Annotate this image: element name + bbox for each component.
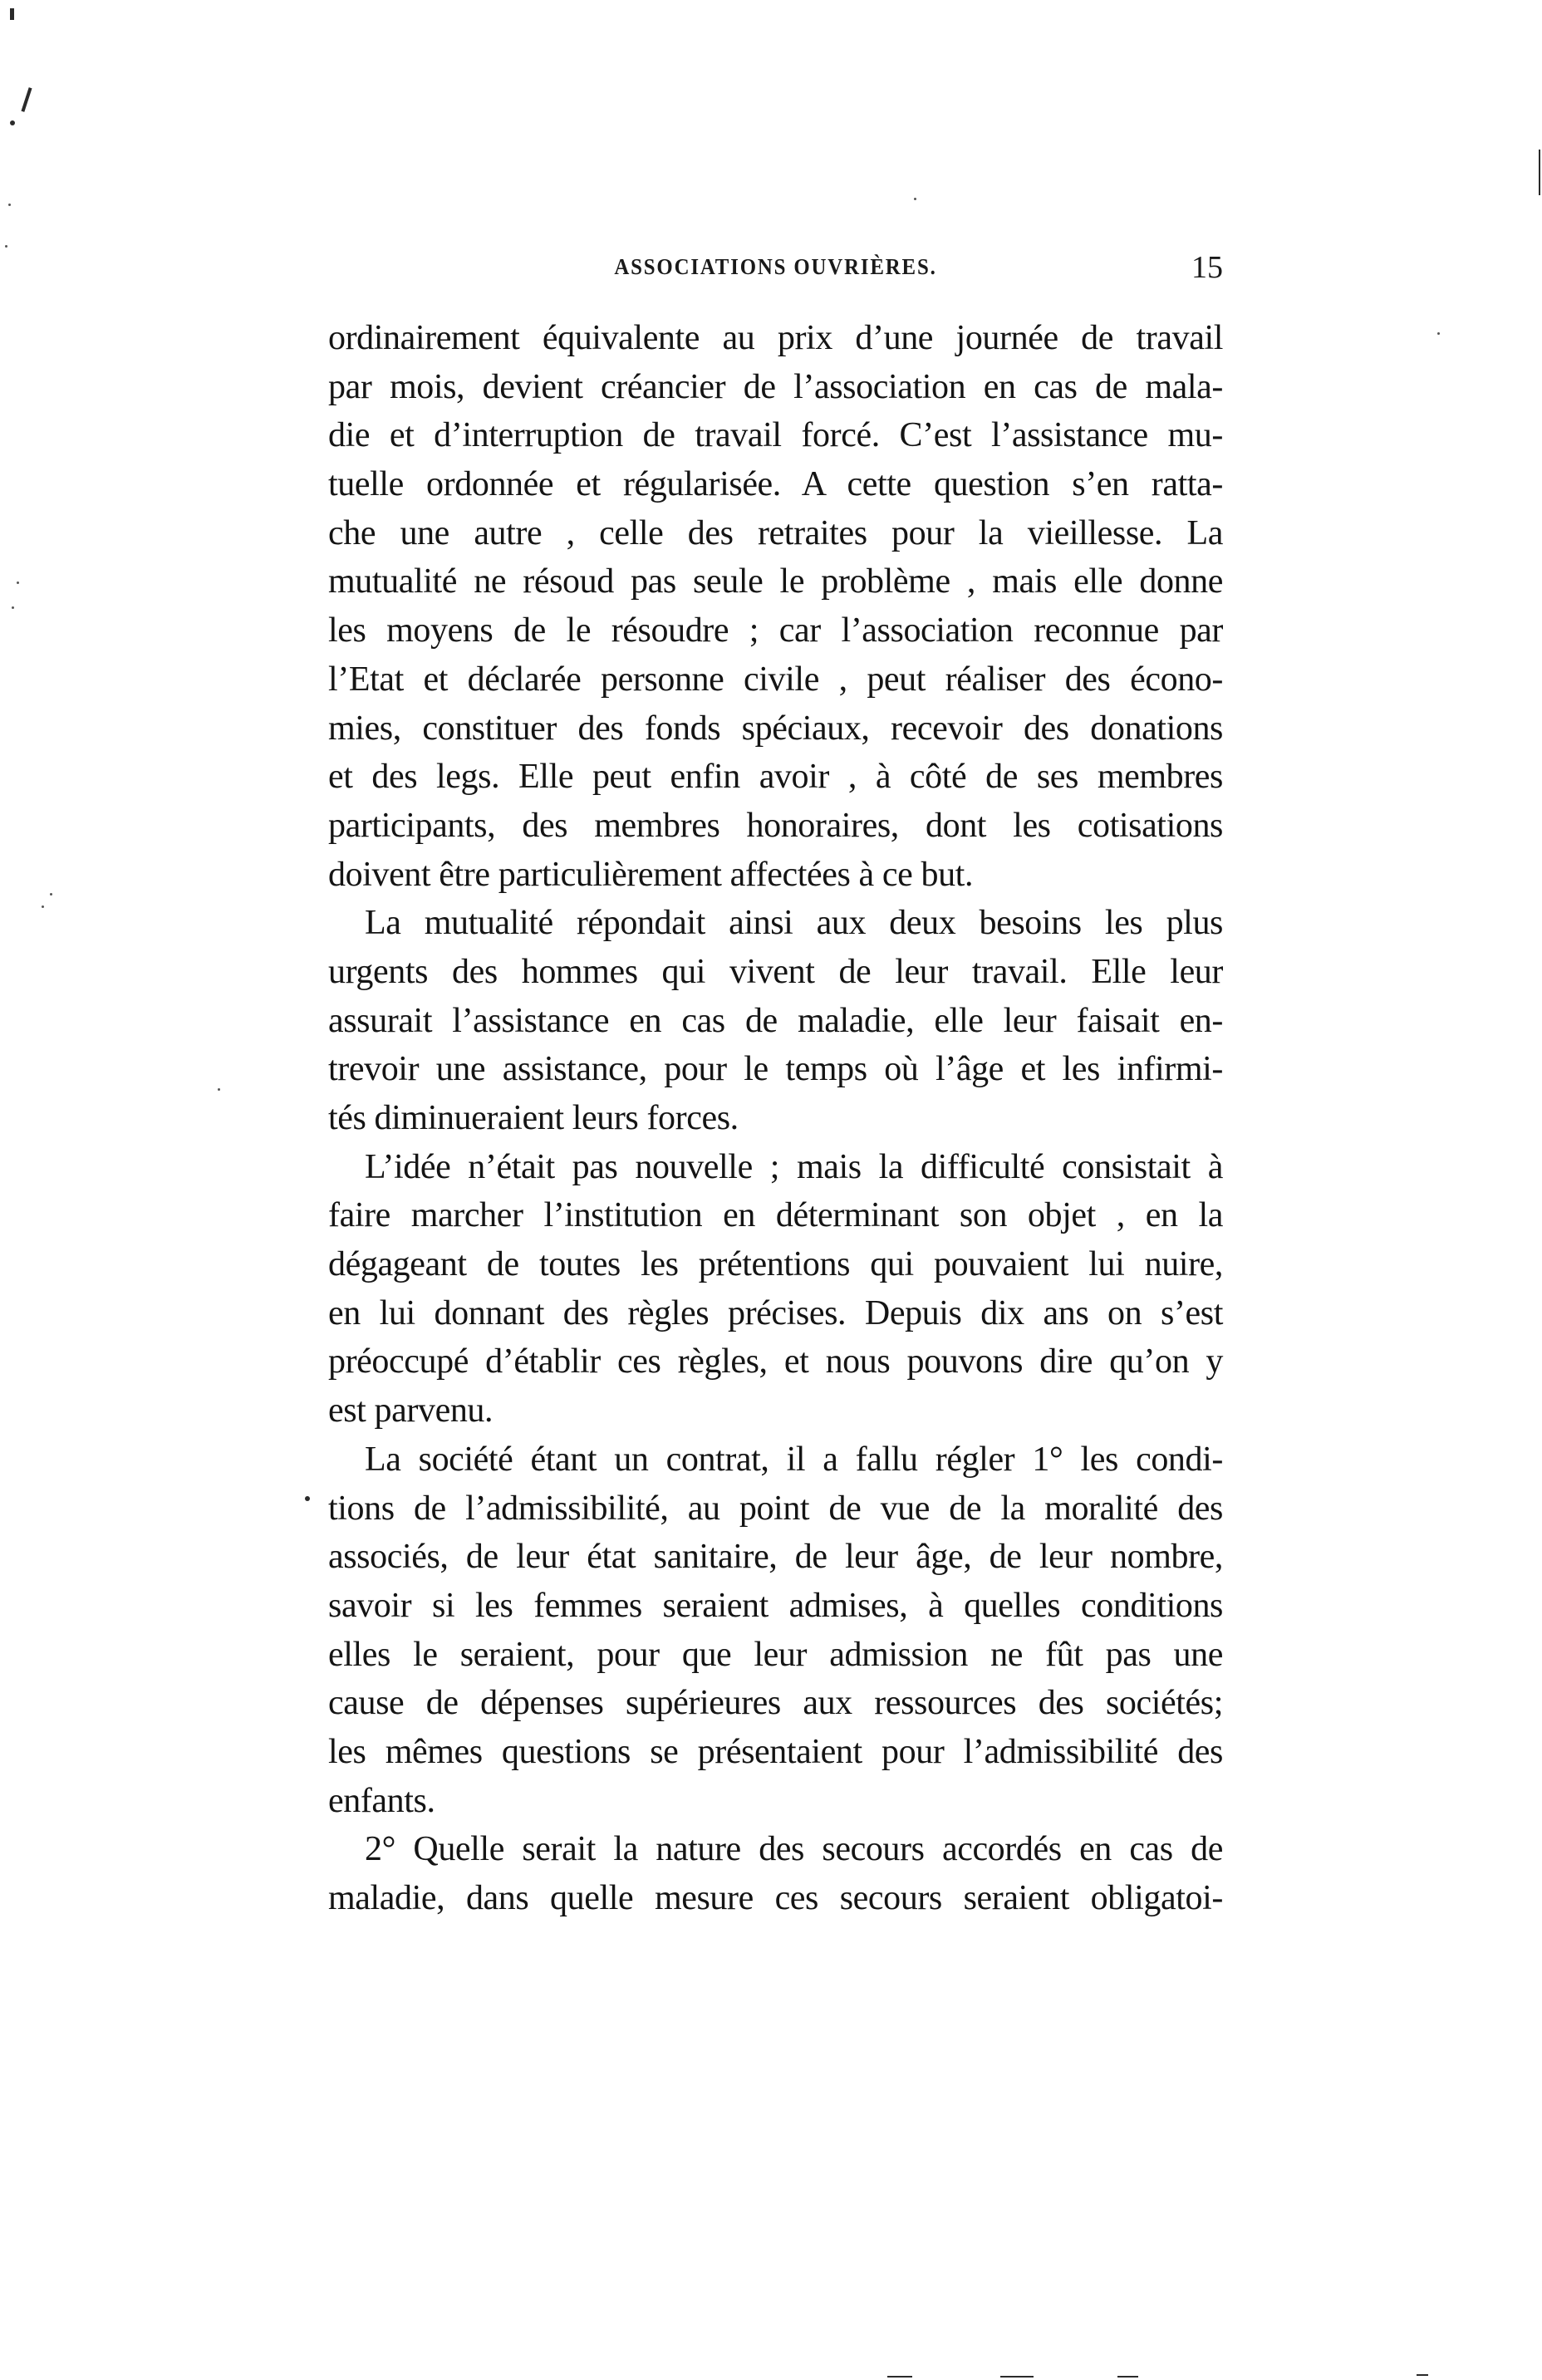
text-line: les moyens de le résoudre ; car l’association reconnue par — [328, 611, 1223, 650]
text-line: doivent être particulièrement affectées à ce but. — [328, 855, 974, 894]
running-head — [328, 250, 1223, 291]
text-line: La mutualité répondait ainsi aux deux besoins les plus — [365, 904, 1223, 943]
text-line: préoccupé d’établir ces règles, et nous pouvons dire qu’on y — [328, 1342, 1223, 1381]
paragraph — [328, 1143, 1223, 1435]
text-line: assurait l’assistance en cas de maladie, elle leur faisait en- — [328, 1001, 1223, 1040]
text-line: en lui donnant des règles précises. Depuis dix ans on s’est — [328, 1293, 1223, 1332]
text-line: cause de dépenses supérieures aux ressources des sociétés; — [328, 1684, 1223, 1723]
scan-artifact-bottom-line — [887, 2376, 912, 2378]
running-title: ASSOCIATIONS OUVRIÈRES. — [614, 254, 937, 279]
page-number: 15 — [1191, 250, 1223, 285]
scan-artifact-edge-line — [1539, 150, 1540, 195]
text-line: L’idée n’était pas nouvelle ; mais la difficulté consistait à — [365, 1147, 1223, 1186]
scan-speck — [914, 198, 916, 200]
text-line: trevoir une assistance, pour le temps où l’âge et les infirmi- — [328, 1050, 1223, 1089]
text-line: dégageant de toutes les prétentions qui pouvaient lui nuire, — [328, 1245, 1223, 1284]
scan-artifact-bottom-line — [1000, 2376, 1034, 2378]
text-line: mies, constituer des fonds spéciaux, recevoir des donations — [328, 709, 1223, 748]
text-line: tions de l’admissibilité, au point de vue de la moralité des — [328, 1489, 1223, 1528]
text-line: mutualité ne résoud pas seule le problème , mais elle donne — [328, 562, 1223, 601]
paragraph — [328, 899, 1223, 1142]
text-line: les mêmes questions se présentaient pour l’admissibilité des — [328, 1732, 1223, 1771]
text-line: tés diminueraient leurs forces. — [328, 1099, 739, 1137]
text-line: est parvenu. — [328, 1391, 494, 1430]
text-line: et des legs. Elle peut enfin avoir , à côté de ses membres — [328, 758, 1223, 797]
text-line: 2° Quelle serait la nature des secours accordés en cas de — [365, 1830, 1223, 1869]
scan-speck — [50, 893, 52, 896]
text-line: tuelle ordonnée et régularisée. A cette question s’en ratta- — [328, 465, 1223, 504]
text-line: die et d’interruption de travail forcé. C’est l’assistance mu- — [328, 416, 1223, 455]
body-text — [328, 314, 1223, 1923]
text-line: maladie, dans quelle mesure ces secours seraient obligatoi- — [328, 1879, 1223, 1917]
scan-speck — [8, 204, 11, 206]
scan-artifact-mark — [21, 87, 32, 112]
scan-speck — [5, 245, 7, 248]
scan-artifact-mark — [10, 8, 14, 20]
text-line: l’Etat et déclarée personne civile , peut réaliser des écono- — [328, 660, 1223, 699]
scan-artifact-dot — [305, 1496, 310, 1501]
scan-artifact-bottom-line — [1122, 2376, 1138, 2378]
scan-speck — [12, 606, 14, 609]
scan-artifact-mark — [10, 120, 15, 125]
text-line: ordinairement équivalente au prix d’une journée de travail — [328, 319, 1223, 357]
text-line: che une autre , celle des retraites pour la vieillesse. La — [328, 513, 1223, 552]
text-line: participants, des membres honoraires, dont les cotisations — [328, 806, 1223, 845]
scan-speck — [218, 1088, 220, 1091]
scan-speck — [1437, 332, 1440, 335]
text-line: urgents des hommes qui vivent de leur travail. Elle leur — [328, 952, 1223, 991]
text-line: associés, de leur état sanitaire, de leur âge, de leur nombre, — [328, 1538, 1223, 1577]
text-line: savoir si les femmes seraient admises, à quelles conditions — [328, 1586, 1223, 1625]
scan-artifact-bottom-line — [1417, 2374, 1428, 2376]
paragraph — [328, 314, 1223, 899]
scan-speck — [42, 905, 44, 908]
paragraph — [328, 1825, 1223, 1922]
text-line: La société étant un contrat, il a fallu régler 1° les condi- — [365, 1440, 1223, 1479]
text-line: par mois, devient créancier de l’association en cas de mala- — [328, 367, 1223, 406]
text-line: elles le seraient, pour que leur admission ne fût pas une — [328, 1635, 1223, 1674]
text-line: enfants. — [328, 1781, 435, 1820]
text-line: faire marcher l’institution en déterminant son objet , en la — [328, 1196, 1223, 1235]
paragraph — [328, 1435, 1223, 1826]
scan-speck — [17, 582, 19, 584]
